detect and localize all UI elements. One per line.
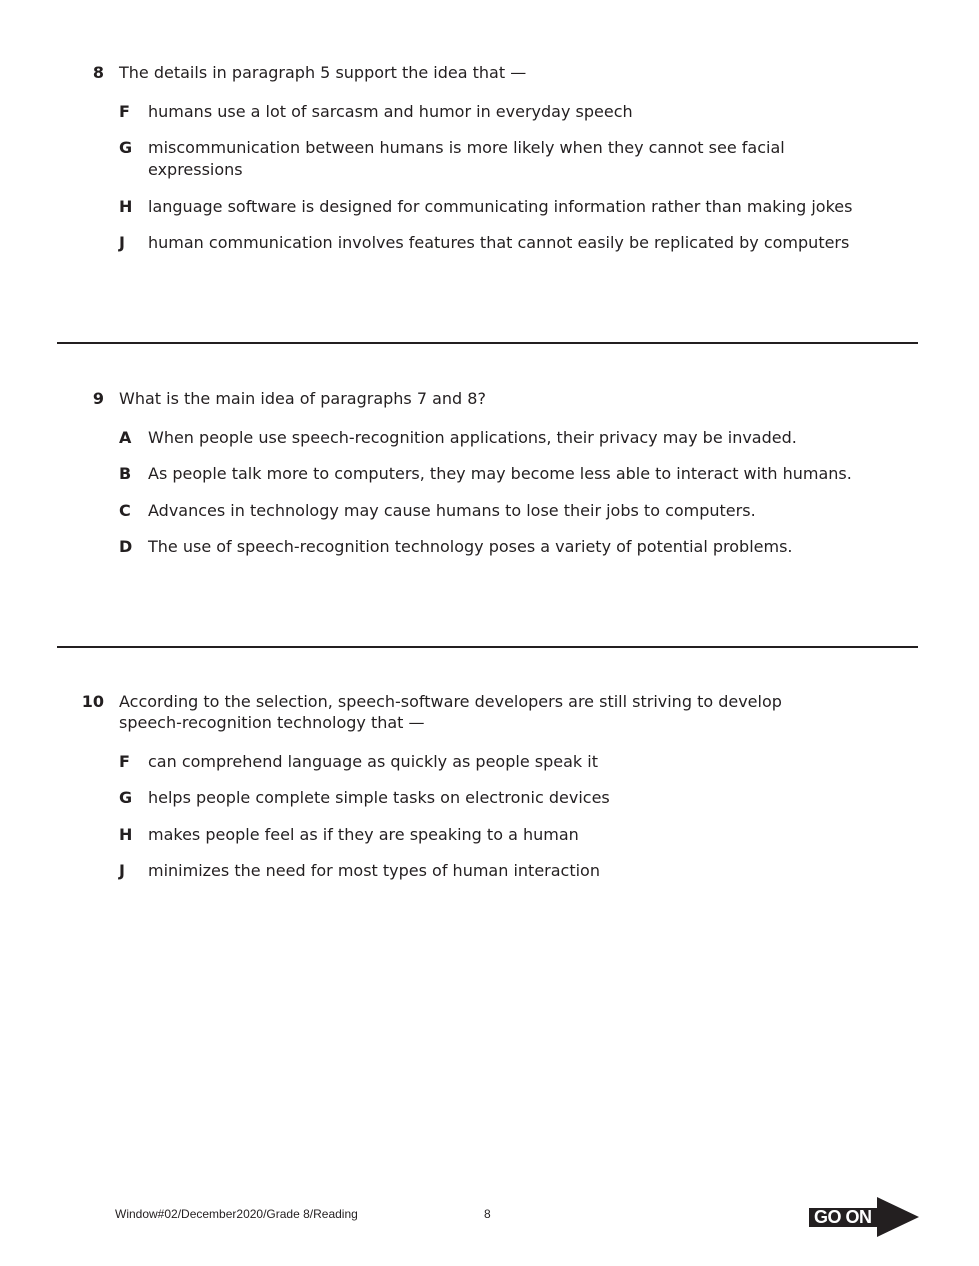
option-letter: C — [119, 501, 131, 520]
option-letter: A — [119, 428, 132, 447]
option-text: can comprehend language as quickly as people speak it — [148, 752, 598, 771]
option-letter: B — [119, 464, 132, 483]
question-number: 10 — [81, 692, 104, 711]
option-text: When people use speech-recognition applications, their privacy may be invaded. — [148, 428, 797, 447]
option-text: Advances in technology may cause humans to lose their jobs to computers. — [148, 501, 756, 520]
option-letter: G — [119, 788, 133, 807]
footer-test-id: Window#02/December2020/Grade 8/Reading — [115, 1207, 358, 1221]
section-divider — [57, 646, 918, 648]
option-letter: J — [119, 861, 125, 880]
question-number: 9 — [92, 389, 104, 408]
option-text: minimizes the need for most types of human interaction — [148, 861, 600, 880]
option-text: language software is designed for communicating information rather than making jokes — [148, 197, 853, 216]
option-letter: F — [119, 102, 130, 121]
option-text: helps people complete simple tasks on electronic devices — [148, 788, 610, 807]
arrow-right-icon — [877, 1197, 919, 1237]
option-text: As people talk more to computers, they may become less able to interact with humans. — [148, 464, 852, 483]
option-letter: G — [119, 138, 133, 157]
question-stem: According to the selection, speech-software developers are still striving to develop speech-recognition technology that — — [119, 692, 782, 732]
option-letter: H — [119, 197, 133, 216]
question-number: 8 — [92, 63, 104, 82]
option-letter: F — [119, 752, 130, 771]
option-letter: D — [119, 537, 133, 556]
option-text: makes people feel as if they are speaking to a human — [148, 825, 579, 844]
go-on-arrow — [809, 1197, 919, 1238]
option-letter: J — [119, 233, 125, 252]
option-letter: H — [119, 825, 133, 844]
option-text: human communication involves features that cannot easily be replicated by computers — [148, 233, 850, 252]
go-on-label: GO ON — [814, 1207, 872, 1227]
option-text: The use of speech-recognition technology poses a variety of potential problems. — [148, 537, 793, 556]
page-number: 8 — [484, 1207, 491, 1221]
section-divider — [57, 342, 918, 344]
question-stem: The details in paragraph 5 support the idea that — — [119, 63, 527, 82]
question-stem: What is the main idea of paragraphs 7 and 8? — [119, 389, 486, 408]
option-text: humans use a lot of sarcasm and humor in everyday speech — [148, 102, 633, 121]
option-text: miscommunication between humans is more likely when they cannot see facial expressions — [148, 138, 785, 179]
